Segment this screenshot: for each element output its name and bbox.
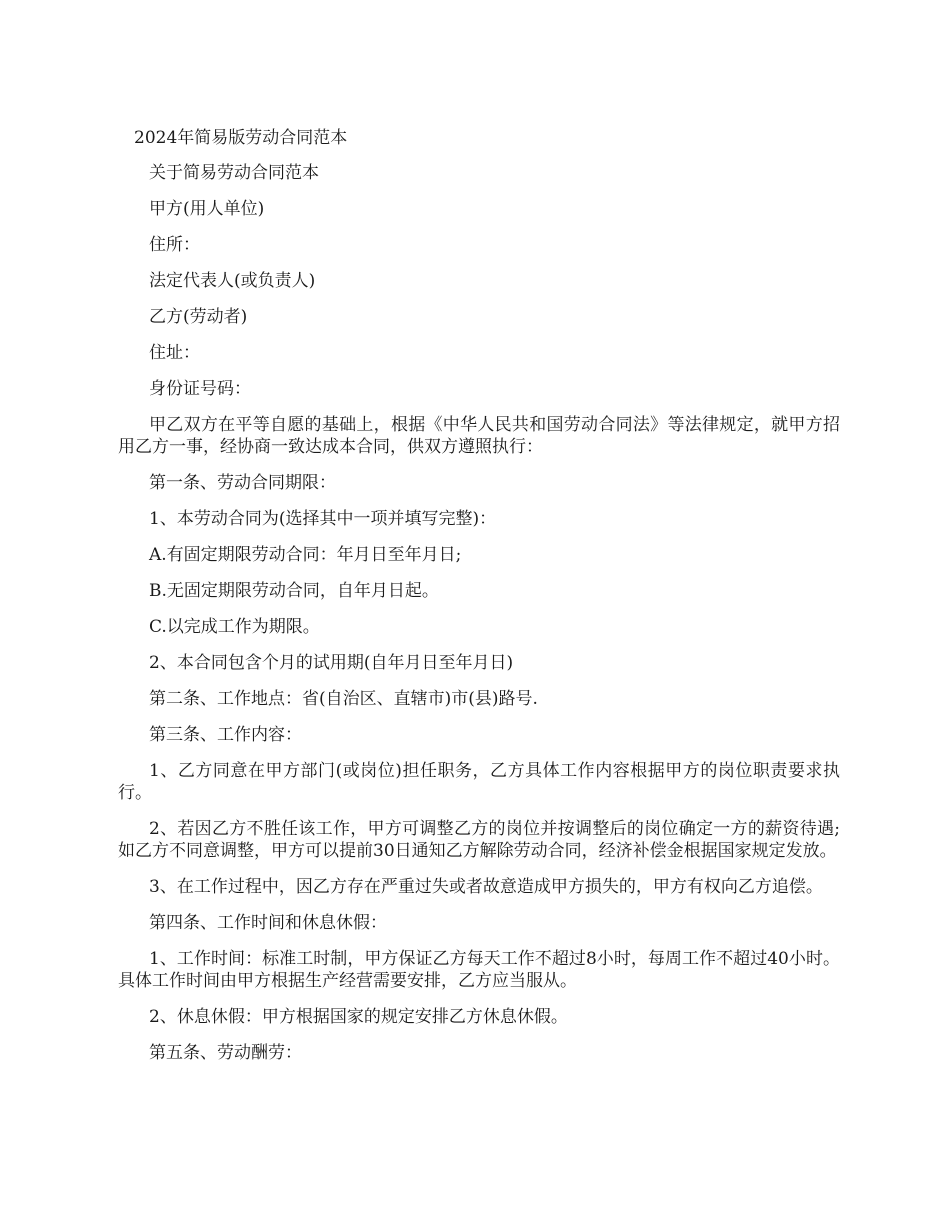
- paragraph: 住址：: [149, 343, 200, 363]
- paragraph: 第三条、工作内容：: [149, 725, 302, 745]
- paragraph: 甲乙双方在平等自愿的基础上，根据《中华人民共和国劳动合同法》等法律规定，就甲方招用乙方一事，经协商一致达成本合同，供双方遵照执行：: [118, 415, 840, 457]
- paragraph: 3、在工作过程中，因乙方存在严重过失或者故意造成甲方损失的，甲方有权向乙方追偿。: [149, 877, 823, 897]
- paragraph: A.有固定期限劳动合同：年月日至年月日;: [149, 545, 462, 565]
- paragraph: 1、工作时间：标准工时制，甲方保证乙方每天工作不超过8小时，每周工作不超过40小时。具体工作时间由甲方根据生产经营需要安排，乙方应当服从。: [118, 949, 840, 991]
- paragraph: 2、本合同包含个月的试用期(自年月日至年月日): [149, 653, 514, 673]
- paragraph: 第一条、劳动合同期限：: [149, 473, 336, 493]
- paragraph: 第五条、劳动酬劳：: [149, 1043, 302, 1063]
- paragraph: 关于简易劳动合同范本: [149, 163, 319, 183]
- paragraph: C.以完成工作为期限。: [149, 617, 320, 637]
- paragraph: 乙方(劳动者): [149, 307, 248, 327]
- paragraph: 第四条、工作时间和休息休假：: [149, 913, 387, 933]
- paragraph: 2、若因乙方不胜任该工作，甲方可调整乙方的岗位并按调整后的岗位确定一方的薪资待遇;如乙方不同意调整，甲方可以提前30日通知乙方解除劳动合同，经济补偿金根据国家规定发放。: [118, 819, 840, 861]
- document-body: [118, 162, 840, 1078]
- paragraph: 2、休息休假：甲方根据国家的规定安排乙方休息休假。: [149, 1007, 568, 1027]
- paragraph: 法定代表人(或负责人): [149, 271, 316, 291]
- paragraph: 第二条、工作地点：省(自治区、直辖市)市(县)路号.: [149, 689, 538, 709]
- paragraph: 身份证号码：: [149, 379, 251, 399]
- paragraph: 1、乙方同意在甲方部门(或岗位)担任职务，乙方具体工作内容根据甲方的岗位职责要求执行。: [118, 761, 840, 803]
- paragraph: 住所：: [149, 235, 200, 255]
- document-title: 2024年简易版劳动合同范本: [134, 128, 348, 148]
- paragraph: 1、本劳动合同为(选择其中一项并填写完整)：: [149, 509, 497, 529]
- paragraph: B.无固定期限劳动合同，自年月日起。: [149, 581, 439, 601]
- paragraph: 甲方(用人单位): [149, 199, 265, 219]
